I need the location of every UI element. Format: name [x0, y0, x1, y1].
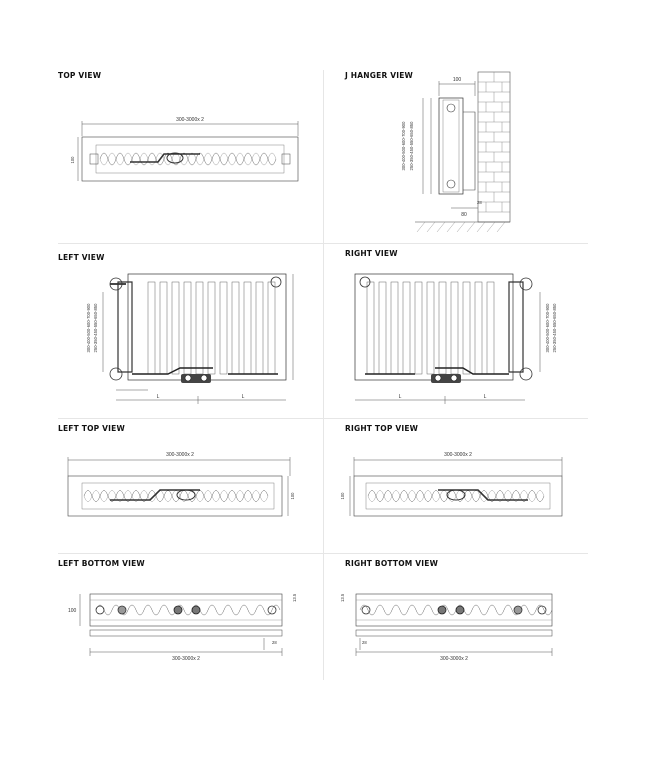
top-length-dim: 300-3000x 2 — [176, 117, 204, 123]
top-view-title: TOP VIEW — [58, 71, 102, 80]
right-bottom-side-dim: 13.5 — [340, 593, 345, 602]
left-bottom-view-drawing — [66, 588, 311, 668]
right-top-depth-dim: 100 — [340, 492, 345, 500]
left-l-label-2: L — [241, 394, 245, 400]
left-view-title: LEFT VIEW — [58, 253, 105, 262]
right-view-title: RIGHT VIEW — [345, 249, 398, 258]
top-depth-dim: 100 — [70, 156, 75, 164]
left-bottom-small-dim: 28 — [272, 640, 277, 645]
right-l-label-2: L — [483, 394, 487, 400]
right-top-view-drawing — [338, 446, 583, 526]
row-divider-1 — [58, 243, 588, 244]
top-view-drawing — [60, 110, 310, 190]
hanger-view-title: J HANGER VIEW — [345, 71, 414, 80]
right-bottom-small-dim: 28 — [362, 640, 367, 645]
right-l-label-1: L — [398, 394, 402, 400]
right-height-dims: 300-400-500-600-700-900 — [545, 303, 550, 353]
right-bottom-length-dim: 300-3000x 2 — [440, 656, 468, 662]
right-bottom-view-drawing — [336, 588, 581, 668]
left-view-drawing — [68, 262, 313, 417]
hanger-view-drawing — [395, 72, 525, 242]
left-top-depth-dim: 100 — [290, 492, 295, 500]
left-bottom-side-dim: 13.5 — [292, 593, 297, 602]
left-top-view-title: LEFT TOP VIEW — [58, 424, 125, 433]
left-height-dims2: 250-350-450-550-650-850 — [93, 303, 98, 353]
right-top-view-title: RIGHT TOP VIEW — [345, 424, 419, 433]
row-divider-3 — [58, 553, 588, 554]
left-height-dims: 300-400-500-600-700-900 — [86, 303, 91, 353]
column-divider — [323, 70, 324, 680]
left-bottom-depth-dim: 100 — [68, 608, 77, 614]
right-bottom-view-title: RIGHT BOTTOM VIEW — [345, 559, 439, 568]
hanger-small-dim: 28 — [477, 200, 482, 205]
hanger-height-dims: 300-400-500-600-700-900 — [401, 121, 406, 171]
right-height-dims2: 250-350-450-550-650-850 — [552, 303, 557, 353]
left-bottom-length-dim: 300-3000x 2 — [172, 656, 200, 662]
left-top-view-drawing — [60, 446, 305, 526]
right-view-drawing — [345, 262, 575, 417]
row-divider-2 — [58, 418, 588, 419]
left-top-length-dim: 300-3000x 2 — [166, 452, 194, 458]
hanger-height-dims2: 250-350-450-550-650-850 — [409, 121, 414, 171]
hanger-bottom-dim: 80 — [461, 212, 467, 218]
hanger-width-dim: 100 — [452, 77, 462, 83]
right-top-length-dim: 300-3000x 2 — [444, 452, 472, 458]
left-bottom-view-title: LEFT BOTTOM VIEW — [58, 559, 145, 568]
left-l-label-1: L — [156, 394, 160, 400]
